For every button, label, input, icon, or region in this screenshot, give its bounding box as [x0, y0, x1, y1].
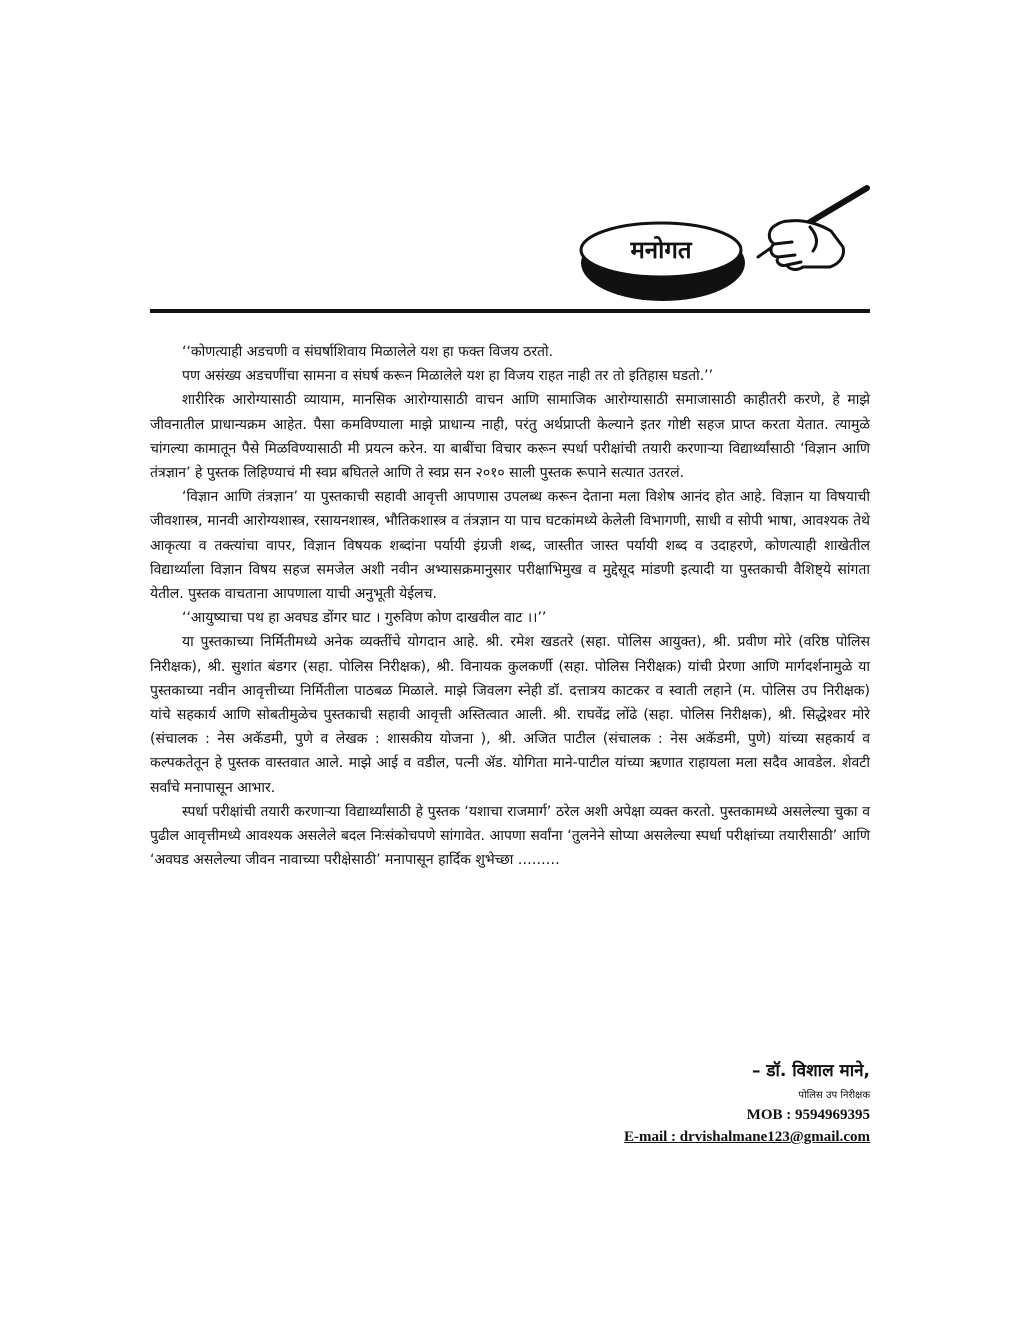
header-title-art: [575, 185, 875, 315]
paragraph: ‘‘कोणत्याही अडचणी व संघर्षाशिवाय मिळालेले यश हा फक्त विजय ठरतो.: [182, 344, 554, 360]
signature-block: [450, 1058, 870, 1148]
header-rule: [150, 309, 870, 313]
paragraph: ‘‘आयुष्याचा पथ हा अवघड डोंगर घाट । गुरुविण कोण दाखवील वाट ।।’’: [182, 610, 547, 627]
paragraph: शारीरिक आरोग्यासाठी व्यायाम, मानसिक आरोग्यासाठी वाचन आणि सामाजिक आरोग्यासाठी समाजासाठी काहीतरी करणे, हे माझे जीवनातील प्राधान्यक्रम आहेत. पैसा कमविण्याला माझे प्राधान्य नाही, परंतु अर्थप्राप्ती केल्याने इतर गोष्टी सहज प्राप्त करता येतात. त्यामुळे चांगल्या कामातून पैसे मिळविण्यासाठी मी प्रयत्न करेन. या बाबींचा विचार करून स्पर्धा परीक्षांची तयारी करणाऱ्या विद्यार्थ्यांसाठी ‘विज्ञान आणि तंत्रज्ञान’ हे पुस्तक लिहिण्याचं मी स्वप्न बघितले आणि ते स्वप्न सन २०१० साली पुस्तक रूपाने सत्यात उतरलं.: [150, 392, 870, 482]
author-designation: पोलिस उप निरीक्षक: [798, 1090, 870, 1101]
author-mobile: MOB : 9594969395: [746, 1107, 870, 1123]
writing-hand-icon: [758, 188, 867, 269]
paragraph: स्पर्धा परीक्षांची तयारी करणाऱ्या विद्यार्थ्यांसाठी हे पुस्तक ‘यशाचा राजमार्ग’ ठरेल अशी अपेक्षा व्यक्त करतो. पुस्तकामध्ये असलेल्या चुका व पुढील आवृत्तीमध्ये आवश्यक असलेले बदल निःसंकोचपणे सांगावेत. आपणा सर्वांना ‘तुलनेने सोप्या असलेल्या स्पर्धा परीक्षांच्या तयारीसाठी’ आणि ‘अवघड असलेल्या जीवन नावाच्या परीक्षेसाठी’ मनापासून हार्दिक शुभेच्छा ………: [150, 803, 870, 869]
paragraph: ‘विज्ञान आणि तंत्रज्ञान’ या पुस्तकाची सहावी आवृत्ती आपणास उपलब्ध करून देताना मला विशेष आनंद होत आहे. विज्ञान या विषयाची जीवशास्त्र, मानवी आरोग्यशास्त्र, रसायनशास्त्र, भौतिकशास्त्र व तंत्रज्ञान या पाच घटकांमध्ये केलेली विभागणी, साधी व सोपी भाषा, आवश्यक तेथे आकृत्या व तक्त्यांचा वापर, विज्ञान विषयक शब्दांना पर्यायी इंग्रजी शब्द, जास्तीत जास्त पर्यायी शब्द व उदाहरणे, कोणत्याही शाखेतील विद्यार्थ्याला विज्ञान विषय सहज समजेल अशी नवीन अभ्यासक्रमानुसार परीक्षाभिमुख व मुद्देसूद मांडणी इत्यादी या पुस्तकाची वैशिष्ट्ये सांगता येतील. पुस्तक वाचताना आपणाला याची अनुभूती येईलच.: [150, 489, 870, 603]
page-title: मनोगत: [630, 236, 692, 264]
paragraph: या पुस्तकाच्या निर्मितीमध्ये अनेक व्यक्तींचे योगदान आहे. श्री. रमेश खडतरे (सहा. पोलिस आयुक्त), श्री. प्रवीण मोरे (वरिष्ठ पोलिस निरीक्षक), श्री. सुशांत बंडगर (सहा. पोलिस निरीक्षक), श्री. विनायक कुलकर्णी (सहा. पोलिस निरीक्षक) यांची प्रेरणा आणि मार्गदर्शनामुळे या पुस्तकाच्या नवीन आवृत्तीच्या निर्मितीला पाठबळ मिळाले. माझे जिवलग स्नेही डॉ. दत्तात्रय काटकर व स्वाती लहाने (म. पोलिस उप निरीक्षक) यांचे सहकार्य आणि सोबतीमुळेच पुस्तकाची सहावी आवृत्ती अस्तित्वात आली. श्री. राघवेंद्र लोंढे (सहा. पोलिस निरीक्षक), श्री. सिद्धेश्वर मोरे (संचालक : नेस अकॅडमी, पुणे व लेखक : शासकीय योजना ), श्री. अजित पाटील (संचालक : नेस अकॅडमी, पुणे) यांच्या सहकार्य व कल्पकतेतून हे पुस्तक वास्तवात आले. माझे आई व वडील, पत्नी ॲड. योगिता माने-पाटील यांच्या ऋणात राहायला मला सदैव आवडेल. शेवटी सर्वांचे मनापासून आभार.: [150, 634, 870, 796]
author-email: E-mail : drvishalmane123@gmail.com: [623, 1129, 870, 1145]
body-text: [150, 340, 870, 872]
paragraph: पण असंख्य अडचणींचा सामना व संघर्ष करून मिळालेले यश हा विजय राहत नाही तर तो इतिहास घडतो.’’: [182, 368, 714, 385]
author-name: – डॉ. विशाल माने,: [751, 1061, 870, 1081]
